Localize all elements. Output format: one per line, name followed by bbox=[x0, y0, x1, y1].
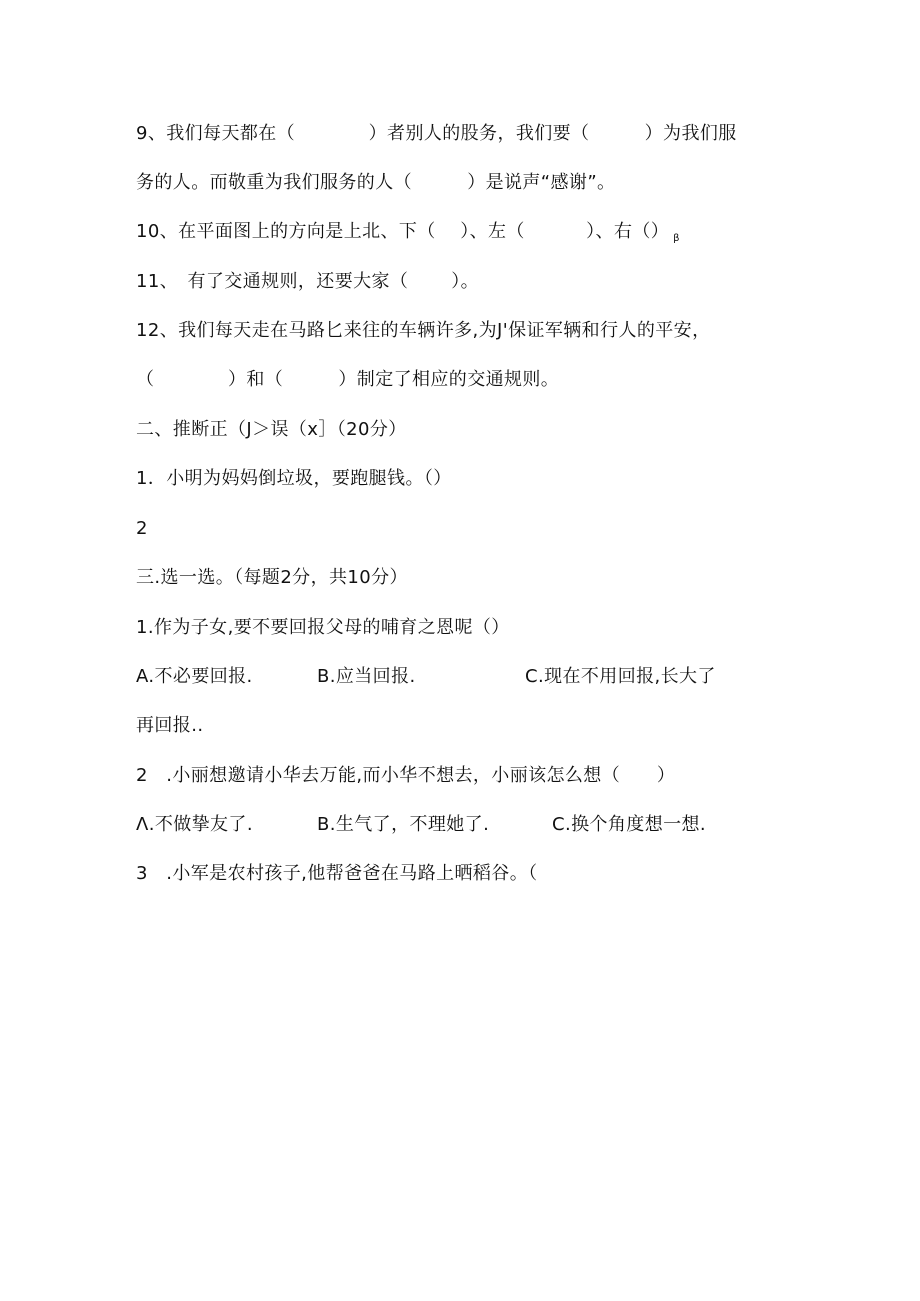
q11-line: 11、 有了交通规则，还要大家（ ）。 bbox=[136, 271, 480, 292]
tf-q1: 1．小明为妈妈倒垃圾，要跑腿钱。（） bbox=[136, 468, 452, 489]
q10-mark: β bbox=[673, 233, 680, 244]
q10-line bbox=[136, 220, 680, 251]
mc-q2-option-b: B.生气了，不理她了. bbox=[317, 814, 490, 835]
q12-line1: 12、我们每天走在马路匕来往的车辆许多,为J'保证军辆和行人的平安， bbox=[136, 320, 711, 341]
mc-q2: 2 .小丽想邀请小华去万能,而小华不想去，小丽该怎么想（ ） bbox=[136, 765, 676, 786]
mc-q2-option-a: Λ.不做挚友了. bbox=[136, 814, 253, 835]
tf-q2-number: 2 bbox=[136, 518, 148, 539]
mc-q1-option-b: B.应当回报. bbox=[317, 666, 416, 687]
q9-line2: 务的人。而敬重为我们服务的人（ ）是说声“感谢”。 bbox=[136, 172, 616, 193]
q12-line2: （ ）和（ ）制定了相应的交通规则。 bbox=[136, 369, 560, 390]
mc-q3: 3 .小军是农村孩子,他帮爸爸在马路上晒稻谷。（ bbox=[136, 863, 538, 884]
mc-q1-option-a: A.不必要回报. bbox=[136, 666, 253, 687]
mc-q1-option-c-cont: 再回报.. bbox=[136, 715, 204, 736]
section-3-heading: 三.选一选。（每题2分，共10分） bbox=[136, 567, 408, 588]
q9-line1: 9、我们每天都在（ ）者别人的股务，我们要（ ）为我们服 bbox=[136, 123, 737, 144]
section-2-heading: 二、推断正（J＞误（x］（20分） bbox=[136, 419, 407, 440]
mc-q1-option-c: C.现在不用回报,长大了 bbox=[525, 666, 716, 687]
q10-text: 10、在平面图上的方向是上北、下（ ）、左（ ）、右（） bbox=[136, 221, 670, 242]
mc-q1: 1.作为子女,要不要回报父母的哺育之恩呢（） bbox=[136, 617, 510, 638]
mc-q2-option-c: C.换个角度想一想. bbox=[552, 814, 707, 835]
